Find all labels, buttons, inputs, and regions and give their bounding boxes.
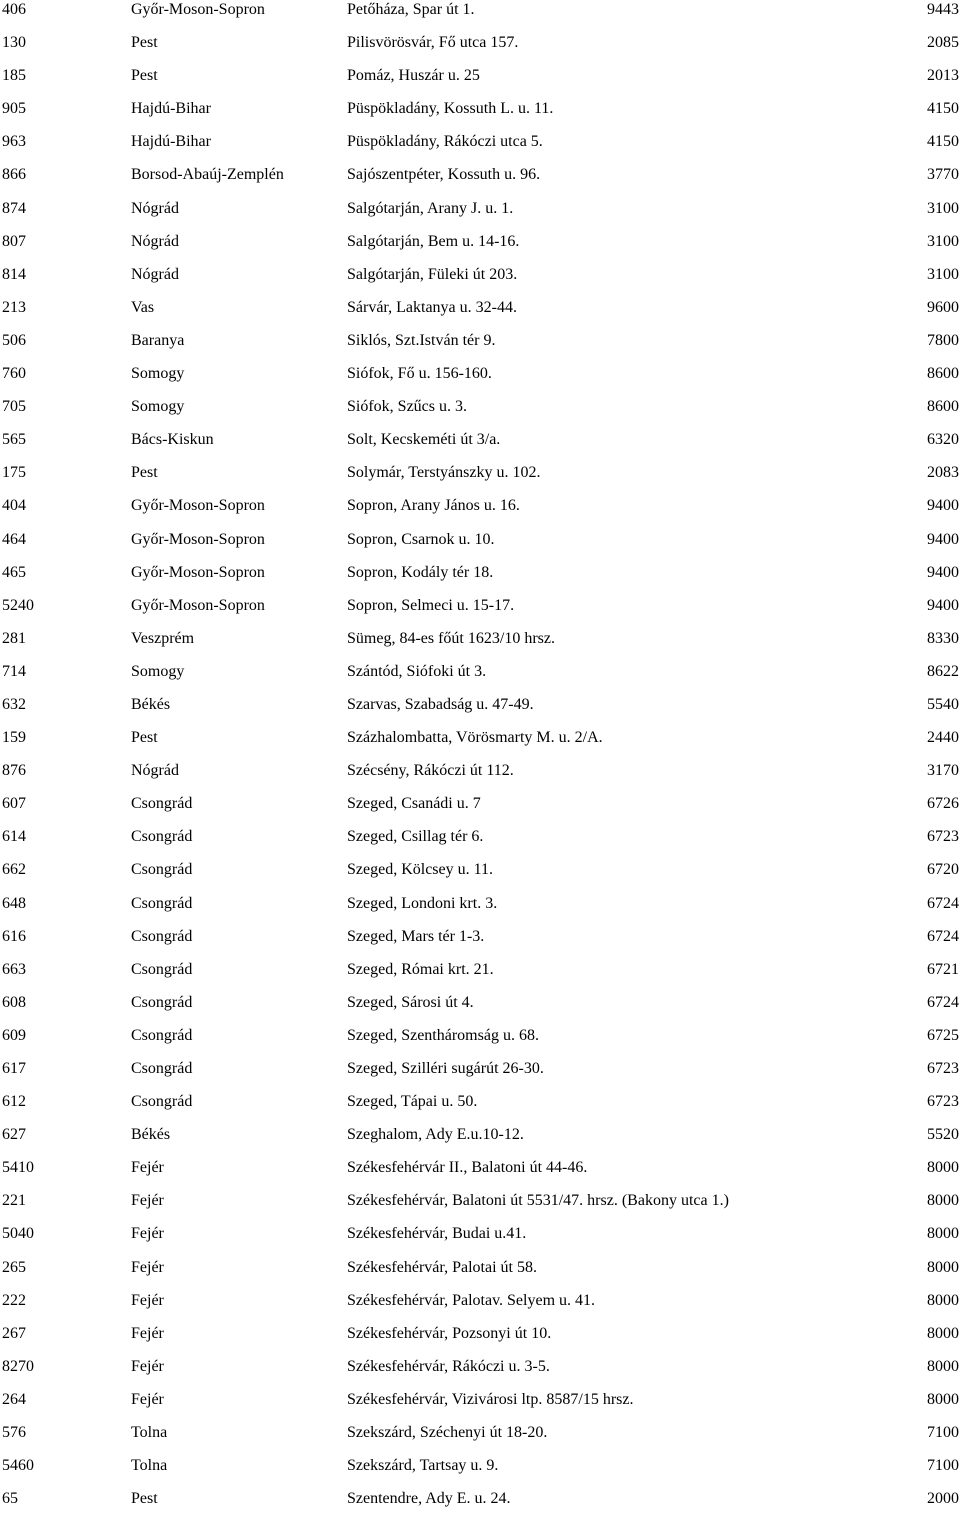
table-row — [0, 1191, 960, 1224]
county-cell: Tolna — [131, 1424, 168, 1442]
store-id-cell: 814 — [2, 265, 26, 283]
zip-code-cell: 6726 — [927, 795, 959, 813]
address-cell: Sajószentpéter, Kossuth u. 96. — [347, 166, 541, 184]
zip-code-cell: 8000 — [927, 1225, 959, 1243]
zip-code-cell: 6320 — [927, 431, 959, 449]
table-row — [0, 728, 960, 761]
table-row — [0, 1456, 960, 1489]
address-cell: Szeged, Csillag tér 6. — [347, 828, 484, 846]
zip-code-cell: 4150 — [927, 133, 959, 151]
store-id-cell: 65 — [2, 1490, 18, 1508]
store-id-cell: 714 — [2, 662, 26, 680]
store-id-cell: 876 — [2, 762, 26, 780]
address-cell: Szeged, Római krt. 21. — [347, 960, 494, 978]
address-cell: Szeged, Sárosi út 4. — [347, 993, 474, 1011]
table-row — [0, 1423, 960, 1456]
zip-code-cell: 9400 — [927, 596, 959, 614]
table-row — [0, 33, 960, 66]
store-id-cell: 404 — [2, 497, 26, 515]
address-cell: Székesfehérvár, Budai u.41. — [347, 1225, 527, 1243]
zip-code-cell: 3170 — [927, 762, 959, 780]
zip-code-cell: 8330 — [927, 629, 959, 647]
store-id-cell: 406 — [2, 1, 26, 18]
store-id-cell: 267 — [2, 1324, 26, 1342]
address-cell: Pomáz, Huszár u. 25 — [347, 67, 480, 85]
zip-code-cell: 6724 — [927, 993, 959, 1011]
county-cell: Győr-Moson-Sopron — [131, 563, 265, 581]
county-cell: Fejér — [131, 1258, 164, 1276]
zip-code-cell: 2440 — [927, 729, 959, 747]
county-cell: Tolna — [131, 1457, 168, 1475]
table-row — [0, 331, 960, 364]
address-cell: Szekszárd, Tartsay u. 9. — [347, 1457, 499, 1475]
address-cell: Pilisvörösvár, Fő utca 157. — [347, 34, 519, 52]
table-row — [0, 132, 960, 165]
zip-code-cell: 6721 — [927, 960, 959, 978]
store-id-cell: 576 — [2, 1424, 26, 1442]
table-row — [0, 1324, 960, 1357]
county-cell: Csongrád — [131, 927, 193, 945]
county-cell: Fejér — [131, 1159, 164, 1177]
table-row — [0, 761, 960, 794]
address-cell: Petőháza, Spar út 1. — [347, 1, 475, 18]
address-cell: Szekszárd, Széchenyi út 18-20. — [347, 1424, 548, 1442]
address-cell: Székesfehérvár, Rákóczi u. 3-5. — [347, 1357, 550, 1375]
zip-code-cell: 3100 — [927, 232, 959, 250]
address-cell: Sopron, Selmeci u. 15-17. — [347, 596, 515, 614]
store-id-cell: 632 — [2, 695, 26, 713]
table-row — [0, 1092, 960, 1125]
address-cell: Sopron, Csarnok u. 10. — [347, 530, 495, 548]
table-row — [0, 960, 960, 993]
store-id-cell: 807 — [2, 232, 26, 250]
store-id-cell: 963 — [2, 133, 26, 151]
county-cell: Békés — [131, 695, 171, 713]
county-cell: Csongrád — [131, 960, 193, 978]
zip-code-cell: 2000 — [927, 1490, 959, 1508]
address-cell: Sárvár, Laktanya u. 32-44. — [347, 298, 517, 316]
table-row — [0, 496, 960, 529]
store-id-cell: 565 — [2, 431, 26, 449]
county-cell: Nógrád — [131, 762, 179, 780]
county-cell: Fejér — [131, 1390, 164, 1408]
county-cell: Csongrád — [131, 993, 193, 1011]
zip-code-cell: 5540 — [927, 695, 959, 713]
address-cell: Szeged, Londoni krt. 3. — [347, 894, 498, 912]
address-cell: Szentendre, Ady E. u. 24. — [347, 1490, 511, 1508]
zip-code-cell: 9400 — [927, 497, 959, 515]
county-cell: Győr-Moson-Sopron — [131, 530, 265, 548]
zip-code-cell: 9443 — [927, 1, 959, 18]
county-cell: Fejér — [131, 1324, 164, 1342]
store-id-cell: 607 — [2, 795, 26, 813]
county-cell: Csongrád — [131, 1060, 193, 1077]
table-row — [0, 99, 960, 132]
county-cell: Nógrád — [131, 199, 179, 217]
address-cell: Százhalombatta, Vörösmarty M. u. 2/A. — [347, 729, 603, 747]
table-row — [0, 1291, 960, 1324]
table-row — [0, 1357, 960, 1390]
zip-code-cell: 2085 — [927, 34, 959, 52]
address-cell: Székesfehérvár, Palotav. Selyem u. 41. — [347, 1291, 596, 1309]
table-row — [0, 993, 960, 1026]
table-row — [0, 463, 960, 496]
county-cell: Csongrád — [131, 861, 193, 879]
store-id-cell: 5410 — [2, 1159, 34, 1177]
zip-code-cell: 9600 — [927, 298, 959, 316]
county-cell: Hajdú-Bihar — [131, 133, 211, 151]
zip-code-cell: 3770 — [927, 166, 959, 184]
county-cell: Nógrád — [131, 232, 179, 250]
table-row — [0, 860, 960, 893]
county-cell: Fejér — [131, 1291, 164, 1309]
zip-code-cell: 3100 — [927, 265, 959, 283]
zip-code-cell: 7800 — [927, 331, 959, 349]
store-id-cell: 627 — [2, 1126, 26, 1144]
table-row — [0, 1026, 960, 1059]
table-row — [0, 298, 960, 331]
table-row — [0, 1059, 960, 1092]
address-cell: Székesfehérvár II., Balatoni út 44-46. — [347, 1159, 588, 1177]
zip-code-cell: 2013 — [927, 67, 959, 85]
address-cell: Székesfehérvár, Vizivárosi ltp. 8587/15 hrsz. — [347, 1390, 634, 1408]
store-id-cell: 614 — [2, 828, 26, 846]
table-row — [0, 695, 960, 728]
store-id-cell: 617 — [2, 1060, 26, 1077]
county-cell: Pest — [131, 34, 158, 52]
address-cell: Sümeg, 84-es főút 1623/10 hrsz. — [347, 629, 555, 647]
address-cell: Székesfehérvár, Palotai út 58. — [347, 1258, 537, 1276]
table-row — [0, 563, 960, 596]
address-cell: Szeged, Tápai u. 50. — [347, 1093, 478, 1111]
store-id-cell: 506 — [2, 331, 26, 349]
county-cell: Nógrád — [131, 265, 179, 283]
table-row — [0, 199, 960, 232]
table-row — [0, 662, 960, 695]
zip-code-cell: 8000 — [927, 1192, 959, 1210]
table-row — [0, 794, 960, 827]
zip-code-cell: 6724 — [927, 894, 959, 912]
county-cell: Veszprém — [131, 629, 195, 647]
table-row — [0, 397, 960, 430]
zip-code-cell: 9400 — [927, 530, 959, 548]
zip-code-cell: 8600 — [927, 365, 959, 383]
store-id-cell: 5040 — [2, 1225, 34, 1243]
table-row — [0, 232, 960, 265]
county-cell: Pest — [131, 67, 158, 85]
store-id-cell: 265 — [2, 1258, 26, 1276]
county-cell: Csongrád — [131, 1026, 193, 1044]
zip-code-cell: 8600 — [927, 398, 959, 416]
table-row — [0, 927, 960, 960]
zip-code-cell: 5520 — [927, 1126, 959, 1144]
county-cell: Csongrád — [131, 1093, 193, 1111]
address-cell: Solt, Kecskeméti út 3/a. — [347, 431, 501, 449]
table-row — [0, 430, 960, 463]
address-cell: Solymár, Terstyánszky u. 102. — [347, 464, 541, 482]
address-cell: Szeged, Mars tér 1-3. — [347, 927, 485, 945]
address-cell: Szeged, Kölcsey u. 11. — [347, 861, 494, 879]
zip-code-cell: 6724 — [927, 927, 959, 945]
zip-code-cell: 6723 — [927, 1060, 959, 1077]
county-cell: Csongrád — [131, 828, 193, 846]
county-cell: Somogy — [131, 398, 185, 416]
address-cell: Szeged, Szentháromság u. 68. — [347, 1026, 539, 1044]
county-cell: Fejér — [131, 1225, 164, 1243]
store-id-cell: 159 — [2, 729, 26, 747]
table-row — [0, 265, 960, 298]
store-id-cell: 464 — [2, 530, 26, 548]
table-row — [0, 1258, 960, 1291]
address-cell: Salgótarján, Bem u. 14-16. — [347, 232, 520, 250]
zip-code-cell: 8000 — [927, 1258, 959, 1276]
zip-code-cell: 3100 — [927, 199, 959, 217]
address-cell: Püspökladány, Rákóczi utca 5. — [347, 133, 543, 151]
store-id-cell: 222 — [2, 1291, 26, 1309]
county-cell: Győr-Moson-Sopron — [131, 497, 265, 515]
address-cell: Sopron, Kodály tér 18. — [347, 563, 494, 581]
address-cell: Siófok, Fő u. 156-160. — [347, 365, 492, 383]
store-id-cell: 213 — [2, 298, 26, 316]
store-id-cell: 616 — [2, 927, 26, 945]
store-id-cell: 5460 — [2, 1457, 34, 1475]
store-id-cell: 866 — [2, 166, 26, 184]
zip-code-cell: 6723 — [927, 1093, 959, 1111]
table-row — [0, 827, 960, 860]
address-cell: Szántód, Siófoki út 3. — [347, 662, 487, 680]
table-row — [0, 894, 960, 927]
store-id-cell: 662 — [2, 861, 26, 879]
store-id-cell: 705 — [2, 398, 26, 416]
address-cell: Salgótarján, Arany J. u. 1. — [347, 199, 514, 217]
county-cell: Békés — [131, 1126, 171, 1144]
store-id-cell: 175 — [2, 464, 26, 482]
county-cell: Fejér — [131, 1192, 164, 1210]
county-cell: Csongrád — [131, 894, 193, 912]
address-cell: Siófok, Szűcs u. 3. — [347, 398, 467, 416]
store-id-cell: 874 — [2, 199, 26, 217]
store-id-cell: 264 — [2, 1390, 26, 1408]
store-id-cell: 663 — [2, 960, 26, 978]
store-id-cell: 609 — [2, 1026, 26, 1044]
store-id-cell: 8270 — [2, 1357, 34, 1375]
county-cell: Pest — [131, 464, 158, 482]
county-cell: Somogy — [131, 365, 185, 383]
zip-code-cell: 8000 — [927, 1357, 959, 1375]
address-cell: Salgótarján, Füleki út 203. — [347, 265, 518, 283]
table-row — [0, 165, 960, 198]
zip-code-cell: 9400 — [927, 563, 959, 581]
zip-code-cell: 6720 — [927, 861, 959, 879]
county-cell: Pest — [131, 729, 158, 747]
address-cell: Püspökladány, Kossuth L. u. 11. — [347, 100, 554, 118]
store-id-cell: 281 — [2, 629, 26, 647]
zip-code-cell: 6723 — [927, 828, 959, 846]
table-row — [0, 1125, 960, 1158]
store-id-cell: 648 — [2, 894, 26, 912]
zip-code-cell: 2083 — [927, 464, 959, 482]
address-cell: Szeghalom, Ady E.u.10-12. — [347, 1126, 524, 1144]
zip-code-cell: 8000 — [927, 1324, 959, 1342]
zip-code-cell: 8000 — [927, 1291, 959, 1309]
store-id-cell: 608 — [2, 993, 26, 1011]
county-cell: Vas — [131, 298, 155, 316]
store-id-cell: 5240 — [2, 596, 34, 614]
zip-code-cell: 4150 — [927, 100, 959, 118]
county-cell: Borsod-Abaúj-Zemplén — [131, 166, 284, 184]
store-id-cell: 130 — [2, 34, 26, 52]
table-row — [0, 1224, 960, 1257]
table-row — [0, 629, 960, 662]
table-row — [0, 364, 960, 397]
table-row — [0, 530, 960, 563]
store-id-cell: 905 — [2, 100, 26, 118]
table-row — [0, 66, 960, 99]
store-id-cell: 185 — [2, 67, 26, 85]
table-row — [0, 596, 960, 629]
store-id-cell: 465 — [2, 563, 26, 581]
address-cell: Sopron, Arany János u. 16. — [347, 497, 520, 515]
table-row — [0, 1489, 960, 1522]
address-cell: Szécsény, Rákóczi út 112. — [347, 762, 514, 780]
zip-code-cell: 8000 — [927, 1159, 959, 1177]
zip-code-cell: 6725 — [927, 1026, 959, 1044]
table-row — [0, 1390, 960, 1423]
address-cell: Szeged, Csanádi u. 7 — [347, 795, 481, 813]
county-cell: Baranya — [131, 331, 185, 349]
county-cell: Győr-Moson-Sopron — [131, 596, 265, 614]
county-cell: Győr-Moson-Sopron — [131, 1, 265, 18]
county-cell: Hajdú-Bihar — [131, 100, 211, 118]
county-cell: Csongrád — [131, 795, 193, 813]
zip-code-cell: 7100 — [927, 1424, 959, 1442]
county-cell: Fejér — [131, 1357, 164, 1375]
county-cell: Bács-Kiskun — [131, 431, 214, 449]
address-cell: Szarvas, Szabadság u. 47-49. — [347, 695, 534, 713]
address-cell: Szeged, Szilléri sugárút 26-30. — [347, 1060, 544, 1077]
store-id-cell: 221 — [2, 1192, 26, 1210]
address-cell: Székesfehérvár, Pozsonyi út 10. — [347, 1324, 552, 1342]
address-cell: Siklós, Szt.István tér 9. — [347, 331, 496, 349]
zip-code-cell: 8622 — [927, 662, 959, 680]
county-cell: Somogy — [131, 662, 185, 680]
store-id-cell: 612 — [2, 1093, 26, 1111]
zip-code-cell: 7100 — [927, 1457, 959, 1475]
table-row — [0, 1158, 960, 1191]
store-id-cell: 760 — [2, 365, 26, 383]
table-row — [0, 0, 960, 33]
county-cell: Pest — [131, 1490, 158, 1508]
address-cell: Székesfehérvár, Balatoni út 5531/47. hrsz. (Bakony utca 1.) — [347, 1192, 729, 1210]
zip-code-cell: 8000 — [927, 1390, 959, 1408]
